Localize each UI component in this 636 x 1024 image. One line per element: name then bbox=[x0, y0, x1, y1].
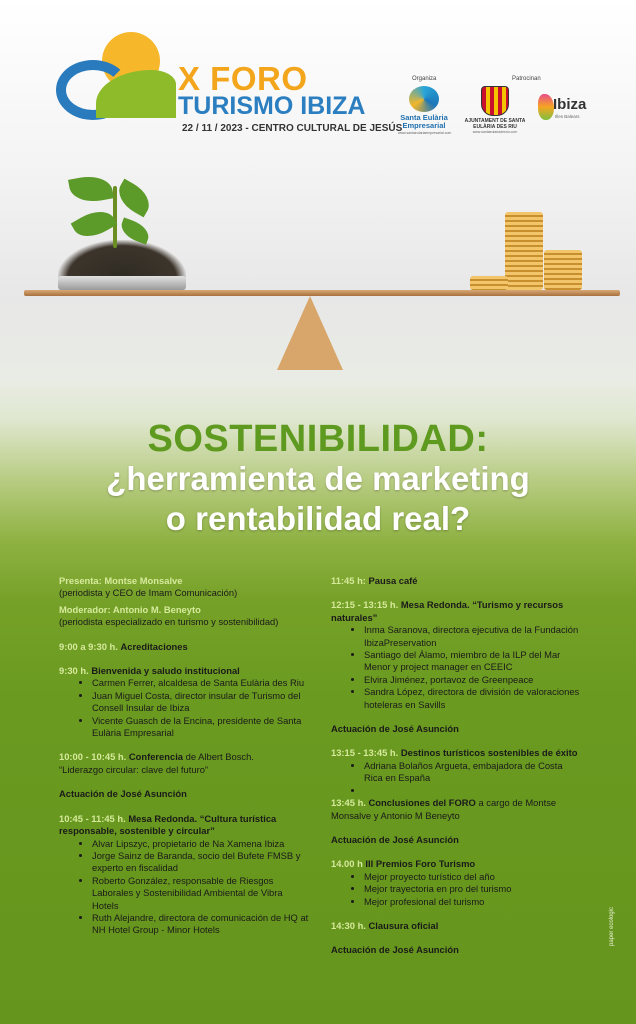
heading-sostenibilidad: SOSTENIBILIDAD: bbox=[147, 418, 489, 460]
destinos-list bbox=[331, 760, 581, 797]
list-item: • Roberto González, responsable de Riesgos Laborales y Sostenibilidad Ambiental de Vibra Hotels bbox=[92, 875, 309, 912]
mesa2-list bbox=[331, 624, 581, 711]
organizer-name: Santa Eulària Empresarial bbox=[400, 113, 448, 131]
list-item: • Juan Miguel Costa, director insular de Turismo del Consell Insular de Ibiza bbox=[92, 690, 309, 715]
ibiza-flower-icon bbox=[538, 94, 554, 120]
clausura-time: 14:30 h. bbox=[331, 919, 366, 931]
presenta-desc: (periodista y CEO de Imam Comunicación) bbox=[59, 587, 238, 599]
soil-mound bbox=[58, 240, 186, 278]
acreditaciones-row bbox=[59, 641, 309, 653]
list-item: • Alvar Lipszyc, propietario de Na Xamena Ibiza bbox=[92, 838, 309, 850]
mesa1-list bbox=[59, 838, 309, 937]
coin-stack bbox=[544, 250, 582, 290]
plant-dish bbox=[58, 276, 186, 290]
list-item bbox=[364, 785, 581, 797]
sponsor-ajuntament-url: www.santaeulariadesriu.com bbox=[472, 130, 518, 134]
acreditaciones-title: Acreditaciones bbox=[120, 640, 188, 652]
bienvenida-row bbox=[59, 665, 309, 677]
mesa2-row bbox=[331, 599, 581, 624]
santa-eularia-empresarial-icon bbox=[409, 86, 439, 112]
premios-title: III Premios Foro Turismo bbox=[365, 858, 476, 870]
paper-ecologic-label: paper ecologic bbox=[609, 906, 615, 946]
conferencia-time: 10:00 - 10:45 h. bbox=[59, 751, 127, 763]
heading-line3: o rentabilidad real? bbox=[165, 500, 471, 537]
mesa1-row bbox=[59, 813, 309, 838]
sponsor-ajuntament-name: AJUNTAMENT DE SANTA EULÀRIA DES RIU bbox=[464, 118, 526, 130]
actuacion-1: Actuación de José Asunción bbox=[59, 788, 187, 800]
program-right-column bbox=[331, 575, 581, 957]
heading-line2: ¿herramienta de marketing bbox=[106, 460, 530, 497]
actuacion-2: Actuación de José Asunción bbox=[331, 723, 459, 735]
mesa2-time: 12:15 - 13:15 h. bbox=[331, 599, 399, 611]
list-item: • Mejor profesional del turismo bbox=[364, 896, 581, 908]
conferencia-speaker: de Albert Bosch. bbox=[185, 751, 254, 763]
conclusiones-title: Conclusiones del FORO bbox=[368, 797, 476, 809]
bienvenida-time: 9:30 h. bbox=[59, 665, 89, 677]
mesa1-title: Mesa Redonda. “Cultura turística responsable, sostenible y circular” bbox=[59, 812, 277, 837]
actuacion-3: Actuación de José Asunción bbox=[331, 833, 459, 845]
premios-time: 14.00 h bbox=[331, 858, 363, 870]
actuacion-4: Actuación de José Asunción bbox=[331, 944, 459, 956]
leaf-icon bbox=[68, 173, 114, 206]
clausura-row bbox=[331, 920, 581, 932]
foro-subtitle: TURISMO IBIZA bbox=[178, 92, 366, 120]
premios-row bbox=[331, 858, 581, 870]
list-item: • Elvira Jiménez, portavoz de Greenpeace bbox=[364, 674, 581, 686]
coat-of-arms-icon bbox=[481, 86, 509, 116]
leaf-icon bbox=[112, 179, 155, 218]
organizer-logo bbox=[398, 86, 450, 135]
list-item: • Ruth Alejandre, directora de comunicación de HQ at NH Hotel Group - Minor Hotels bbox=[92, 912, 309, 937]
pausa-title: Pausa café bbox=[368, 575, 418, 586]
bienvenida-list bbox=[59, 677, 309, 739]
date-venue: 22 / 11 / 2023 - CENTRO CULTURAL DE JESÚS bbox=[182, 123, 403, 134]
list-item: • Jorge Sainz de Baranda, socio del Bufete FMSB y experto en fiscalidad bbox=[92, 850, 309, 875]
clausura-title: Clausura oficial bbox=[368, 919, 439, 931]
organizer-url: www.santaeulariaempresarial.com bbox=[398, 130, 452, 135]
sponsor-ibiza-sub: Illes Balears bbox=[555, 114, 580, 119]
conclusiones-rest: a cargo de Montse Monsalve y Antonio M Beneyto bbox=[331, 797, 557, 821]
patrocinan-label: Patrocinan bbox=[512, 76, 541, 82]
bienvenida-title: Bienvenida y saludo institucional bbox=[91, 665, 240, 677]
list-item: • Mejor trayectoria en pro del turismo bbox=[364, 883, 581, 895]
moderador-label: Moderador: Antonio M. Beneyto bbox=[59, 603, 201, 615]
pausa-time: 11:45 h: bbox=[331, 575, 366, 586]
organiza-label: Organiza bbox=[412, 76, 437, 82]
list-item: • Carmen Ferrer, alcaldesa de Santa Eulària des Riu bbox=[92, 677, 309, 689]
sponsor-ibiza-name: Ibiza bbox=[553, 96, 587, 113]
presenta-label: Presenta: Montse Monsalve bbox=[59, 575, 183, 586]
conferencia-title: Conferencia bbox=[128, 751, 184, 763]
conclusiones-row bbox=[331, 797, 581, 822]
foro-logo bbox=[56, 32, 176, 122]
conclusiones-time: 13:45 h. bbox=[331, 797, 366, 809]
sponsor-ajuntament-logo bbox=[462, 86, 528, 134]
conferencia-row bbox=[59, 751, 309, 763]
balance-fulcrum bbox=[277, 296, 343, 370]
coin-stack bbox=[470, 276, 508, 290]
list-item: • Vicente Guasch de la Encina, presidente de Santa Eulària Empresarial bbox=[92, 715, 309, 740]
foro-title: X FORO bbox=[178, 60, 308, 97]
mesa1-time: 10:45 - 11:45 h. bbox=[59, 812, 126, 824]
conferencia-quote: “Liderazgo circular: clave del futuro” bbox=[59, 763, 209, 775]
destinos-time: 13:15 - 13:45 h. bbox=[331, 747, 399, 759]
acreditaciones-time: 9:00 a 9:30 h. bbox=[59, 640, 118, 652]
destinos-row bbox=[331, 747, 581, 759]
coin-stack bbox=[505, 212, 543, 290]
list-item: • Sandra López, directora de división de valoraciones hoteleras en Savills bbox=[364, 686, 581, 711]
list-item: • Mejor proyecto turístico del año bbox=[364, 871, 581, 883]
pausa-row bbox=[331, 575, 581, 587]
moderador-desc: (periodista especializado en turismo y sostenibilidad) bbox=[59, 616, 279, 628]
list-item: • Santiago del Álamo, miembro de la ILP del Mar Menor y project manager en CEEIC bbox=[364, 649, 581, 674]
list-item: • Adriana Bolaños Argueta, embajadora de Costa Rica en España bbox=[364, 760, 581, 785]
premios-list bbox=[331, 871, 581, 908]
list-item: • Inma Saranova, directora ejecutiva de la Fundación IbizaPreservation bbox=[364, 624, 581, 649]
destinos-title: Destinos turísticos sostenibles de éxito bbox=[400, 747, 578, 759]
leaf-icon bbox=[71, 204, 118, 245]
sponsor-ibiza-logo bbox=[538, 88, 587, 124]
mesa2-title: Mesa Redonda. “Turismo y recursos naturales” bbox=[331, 599, 564, 623]
program-left-column bbox=[59, 575, 309, 937]
